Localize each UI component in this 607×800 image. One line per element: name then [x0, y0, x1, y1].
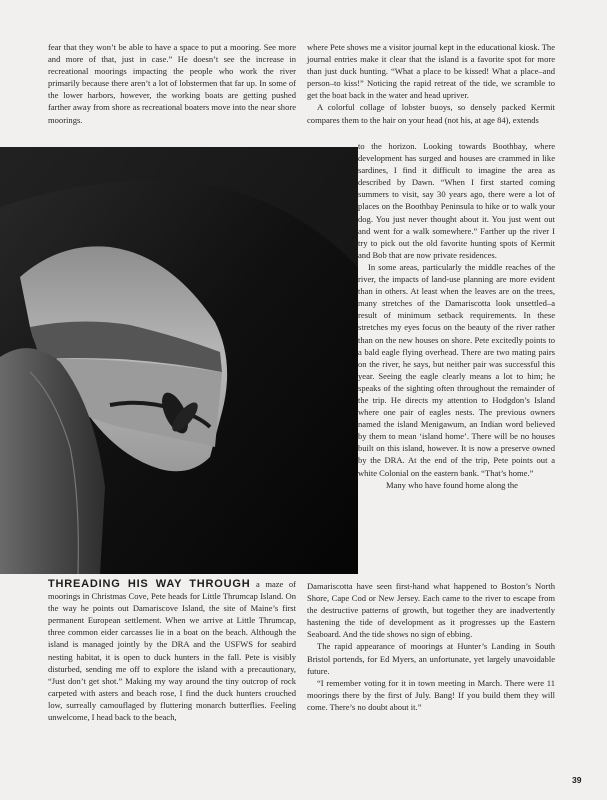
column1-bottom-paragraph: [48, 578, 296, 723]
column2-bottom-text: [307, 580, 555, 713]
column2-middle-paragraph-1: to the horizon. Looking towards Boothbay, where development has surged and houses are crammed in like sardines, I find it difficult to imagine the area as described by Dawn. “When I first started coming summers to visit, say 30 years ago, there were a lot of places on the Boothbay Peninsula to hike or to walk your dog. You just never thought about it. You just went out and went for a walk somewhere.” Farther up the river I try to pick out the old favorite hunting spots of Kermit and Bob that are now private residences.: [358, 141, 555, 260]
column2-bottom-paragraph-1: Damariscotta have seen first-hand what happened to Boston’s North Shore, Cape Cod or New Jersey. Each came to the river to escape from the destructive patterns of growth, but together they are inadvertently hastening the tide of development as it progresses up the Eastern Seaboard. And the tide shows no sign of ebbing.: [307, 581, 555, 640]
column2-middle-paragraph-2: In some areas, particularly the middle reaches of the river, the impacts of land-use planning are more evident than in others. At least when the leaves are on the trees, many stretches of the Damariscotta look unsettled–a result of minimum setback requirements. In these stretches my eyes focus on the beauty of the river rather than on the new houses on shore. Pete excitedly points to a bald eagle flying overhead. There are two mating pairs on the river, he says, but neither pair was successful this year. Seeing the eagle clearly means a lot to him; he speaks of the sighting often throughout the remainder of the trip. He directs my attention to Hodgdon’s Island where one pair of eagles nests. The previous owners named the island Menigawum, an Indian word believed by them to mean ‘island home’. There will be no houses built on this island, however. It is now a preserve owned by the DRA. At the end of the trip, Pete points out a white Colonial on the eastern bank. “That’s home.”: [358, 261, 555, 478]
column2-top-paragraph-2: A colorful collage of lobster buoys, so densely packed Kermit compares them to the hair on your head (not his, at age 84), extends: [307, 102, 555, 125]
column2-middle-paragraph-3: Many who have found home along the: [386, 479, 518, 490]
column2-top-paragraph-1: where Pete shows me a visitor journal kept in the educational kiosk. The journal entries make it clear that the island is a favorite spot for more than just duck hunting. “What a place to be kissed! What a place–and person–to kiss!” Noticing the rapid retreat of the tide, we scramble to get the boat back in the water and head upriver.: [307, 42, 555, 101]
column1-top-paragraph: fear that they won’t be able to have a space to put a mooring. See more and more of that, just in case.” He doesn’t see the increase in recreational moorings impacting the people who work the river primarily because there aren’t a lot of lobstermen that far up. In some of the lower harbors, however, the working boats are getting pushed farther away from shore as recreational boaters move into the near shore moorings.: [48, 42, 296, 125]
boat-hull-photo: [0, 147, 358, 574]
column2-middle-text: [358, 140, 555, 491]
column2-bottom-paragraph-3: “I remember voting for it in town meeting in March. There were 11 moorings there by the first of July. Bang! If you build them they will come. There’s no doubt about it.”: [307, 677, 555, 712]
section-lead-in: THREADING HIS WAY THROUGH: [48, 578, 251, 590]
page-number: 39: [572, 775, 582, 785]
column2-top-text: [307, 41, 555, 126]
column2-bottom-paragraph-2: The rapid appearance of moorings at Hunter’s Landing in South Bristol portends, for Ed Myers, an unfortunate, yet largely unavoidable future.: [307, 641, 555, 676]
column1-bottom-body: a maze of moorings in Christmas Cove, Pete heads for Little Thrumcap Island. On the way he points out Damariscove Island, the site of Maine’s first permanent European settlement. When we arrive at Little Thrumcap, three common eider carcasses lie in a boat on the beach. Although the island is managed jointly by the DRA and the USFWS for seabird nesting habitat, it is open to duck hunters in the fall. Pete is visibly disturbed, sending me off to explore the island with a precautionary, “Just don’t get shot.” Making my way around the tiny outcrop of rock carpeted with asters and beach rose, I find the duck hunters crouched low, surreally camouflaged by fluttering monarch butterflies. Feeling unwelcome, I head back to the beach,: [48, 579, 296, 723]
